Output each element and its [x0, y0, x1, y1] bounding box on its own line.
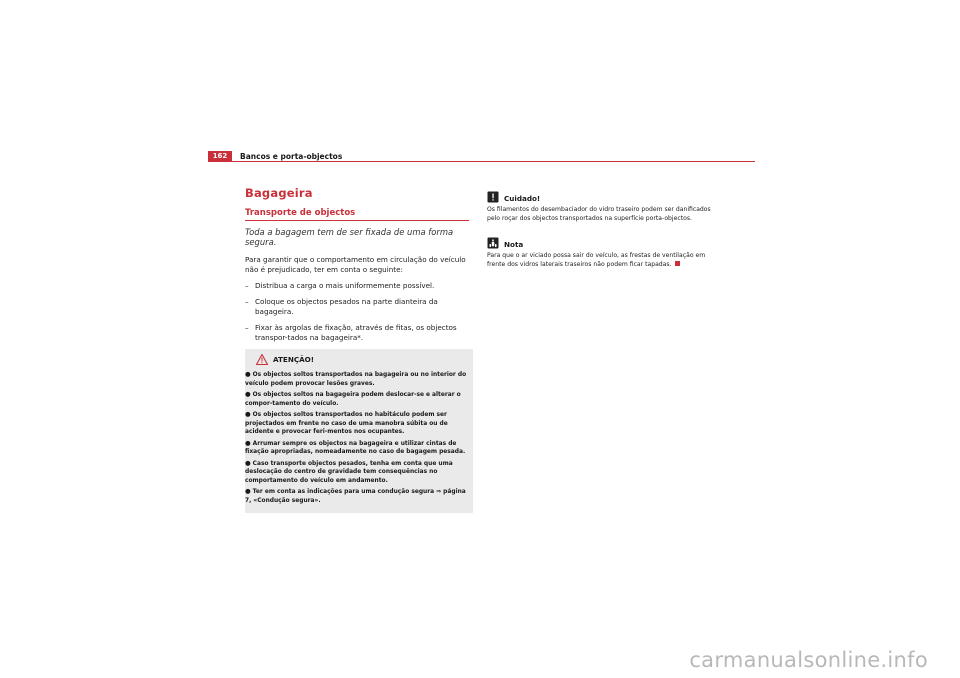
left-column: [245, 186, 469, 513]
warning-box: [245, 349, 473, 513]
warning-bullet: ● Os objectos soltos transportados na bagageira ou no interior do veículo podem provocar lesões graves.: [245, 370, 467, 387]
page-number: 162: [208, 151, 232, 162]
caution-text: Os filamentos do desembaciador do vidro traseiro podem ser danificados pelo roçar dos objectos transportados na superfície porta-objectos.: [487, 206, 711, 222]
warning-bullet: ● Caso transporte objectos pesados, tenha em conta que uma deslocação do centro de gravidade tem consequências no comportamento do veículo em andamento.: [245, 458, 453, 484]
warning-header: [245, 354, 471, 365]
list-item: – Coloque os objectos pesados na parte dianteira da bagageira.: [245, 297, 469, 317]
caution-header: [487, 191, 715, 203]
section-title: Bagageira: [245, 186, 313, 200]
list-item-text: Fixar às argolas de fixação, através de fitas, os objectos transpor-tados na bagageira*.: [255, 323, 457, 342]
note-header: [487, 237, 715, 249]
info-icon: [487, 237, 499, 249]
exclamation-icon: [487, 191, 499, 203]
subsection-title: Transporte de objectos: [245, 208, 469, 221]
note-text: Para que o ar viciado possa sair do veículo, as frestas de ventilação em frente dos vidros laterais traseiros não podem ficar tapadas.: [487, 252, 706, 268]
warning-title: ATENÇÃO!: [273, 355, 315, 364]
note-title: Nota: [504, 240, 524, 249]
lead-text: Toda a bagagem tem de ser fixada de uma forma segura.: [245, 227, 454, 247]
end-mark: [675, 261, 680, 266]
caution-title: Cuidado!: [504, 194, 541, 203]
warning-bullet: ● Os objectos soltos transportados no habitáculo podem ser projectados em frente no caso de uma manobra súbita ou de acidente e provocar feri-mentos nos ocupantes.: [245, 410, 448, 435]
list-item: – Fixar às argolas de fixação, através de fitas, os objectos transpor-tados na bagageira*.: [245, 323, 469, 343]
warning-bullet: ● Ter em conta as indicações para uma condução segura ⇒ página 7, «Condução segura».: [245, 487, 466, 504]
note-paragraph: [487, 251, 715, 269]
watermark: carmanualsonline.info: [689, 648, 928, 672]
right-column: [487, 191, 715, 283]
running-header: Bancos e porta-objectos: [240, 152, 343, 161]
intro-paragraph: Para garantir que o comportamento em circulação do veículo não é prejudicado, ter em conta o seguinte:: [245, 255, 466, 274]
list-item-text: Distribua a carga o mais uniformemente possível.: [255, 281, 435, 290]
header-rule: [208, 161, 755, 162]
warning-triangle-icon: [256, 354, 268, 365]
list-item-text: Coloque os objectos pesados na parte dianteira da bagageira.: [255, 297, 438, 316]
warning-bullet: ● Os objectos soltos na bagageira podem deslocar-se e alterar o compor-tamento do veículo.: [245, 390, 461, 407]
warning-bullet: ● Arrumar sempre os objectos na bagageira e utilizar cintas de fixação apropriadas, nomeadamente no caso de bagagem pesada.: [245, 438, 466, 455]
list-item: – Distribua a carga o mais uniformemente possível.: [245, 281, 435, 290]
